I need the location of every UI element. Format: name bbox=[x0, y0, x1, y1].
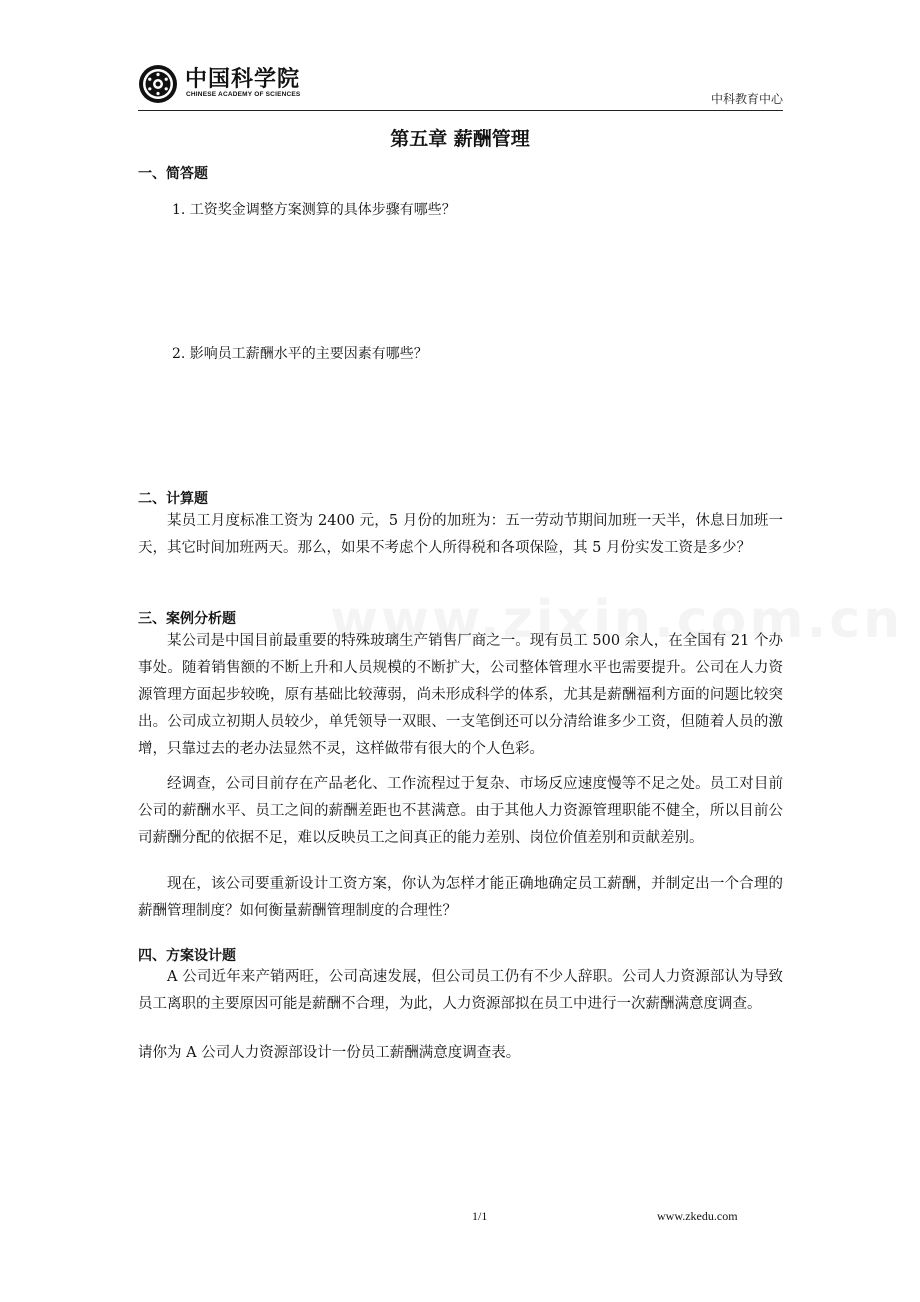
case-paragraph-3: 现在，该公司要重新设计工资方案，你认为怎样才能正确地确定员工薪酬，并制定出一个合理的薪酬管理制度？如何衡量薪酬管理制度的合理性？ bbox=[138, 876, 783, 919]
case-paragraph-1: 某公司是中国目前最重要的特殊玻璃生产销售厂商之一。现有员工 500 余人，在全国有 21 个办事处。随着销售额的不断上升和人员规模的不断扩大，公司整体管理水平也需要提升。公司在人力资源管理方面起步较晚，原有基础比较薄弱，尚未形成科学的体系，尤其是薪酬福利方面的问题比较突出。公司成立初期人员较少，单凭领导一双眼、一支笔倒还可以分清给谁多少工资，但随着人员的激增，只靠过去的老办法显然不灵，这样做带有很大的个人色彩。 bbox=[138, 633, 783, 757]
page-header bbox=[138, 60, 783, 111]
footer-page-number: 1/1 bbox=[472, 1209, 488, 1223]
logo-chinese-text: 中国科学院 bbox=[185, 66, 301, 92]
footer-url: www.zkedu.com bbox=[657, 1209, 738, 1223]
cas-logo-icon bbox=[138, 64, 178, 104]
question-1: 1. 工资奖金调整方案测算的具体步骤有哪些？ bbox=[172, 202, 456, 218]
plan-paragraph-1: A 公司近年来产销两旺，公司高速发展，但公司员工仍有不少人辞职。公司人力资源部认为导致员工离职的主要原因可能是薪酬不合理，为此，人力资源部拟在员工中进行一次薪酬满意度调查。 bbox=[138, 969, 783, 1012]
question-2: 2. 影响员工薪酬水平的主要因素有哪些？ bbox=[172, 346, 428, 362]
calculation-paragraph: 某员工月度标准工资为 2400 元，5 月份的加班为：五一劳动节期间加班一天半，休息日加班一天，其它时间加班两天。那么，如果不考虑个人所得税和各项保险，其 5 月份实发工资是多少？ bbox=[138, 513, 783, 556]
page-title: 第五章 薪酬管理 bbox=[390, 128, 530, 150]
logo-english-text: CHINESE ACADEMY OF SCIENCES bbox=[186, 91, 301, 98]
section-heading-plan-design: 四、方案设计题 bbox=[138, 948, 236, 964]
section-heading-case-analysis: 三、案例分析题 bbox=[138, 611, 236, 627]
section-heading-short-answer: 一、简答题 bbox=[138, 166, 208, 182]
section-heading-calculation: 二、计算题 bbox=[138, 491, 208, 507]
header-org-name: 中科教育中心 bbox=[710, 92, 783, 106]
case-paragraph-2: 经调查，公司目前存在产品老化、工作流程过于复杂、市场反应速度慢等不足之处。员工对目前公司的薪酬水平、员工之间的薪酬差距也不甚满意。由于其他人力资源管理职能不健全，所以目前公司薪酬分配的依据不足，难以反映员工之间真正的能力差别、岗位价值差别和贡献差别。 bbox=[138, 776, 783, 846]
plan-paragraph-2: 请你为 A 公司人力资源部设计一份员工薪酬满意度调查表。 bbox=[138, 1045, 521, 1061]
